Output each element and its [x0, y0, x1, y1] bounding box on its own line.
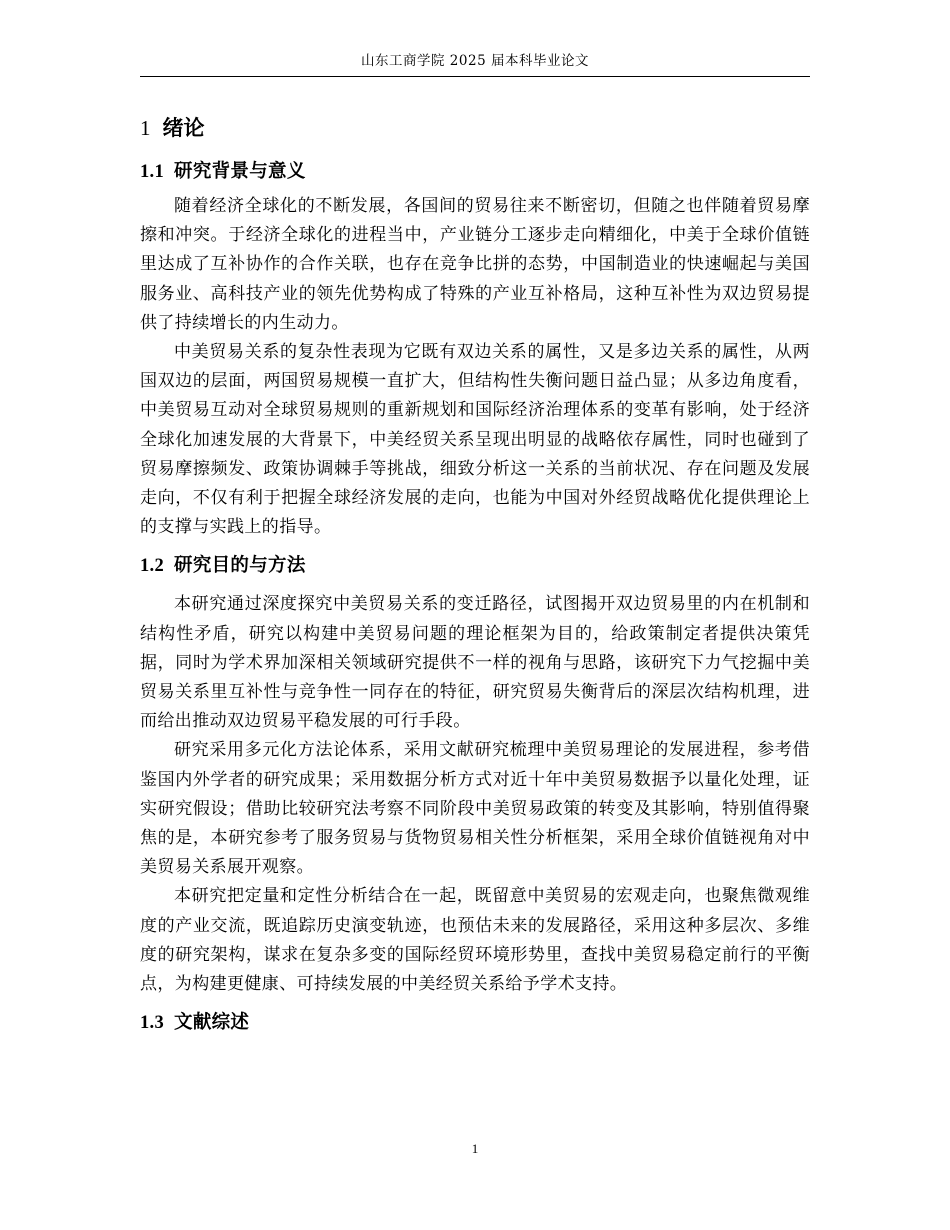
page-number: 1	[471, 1141, 479, 1156]
section-title-text: 研究目的与方法	[174, 555, 306, 577]
running-header: 山东工商学院 2025 届本科毕业论文	[361, 53, 589, 69]
paragraph: 研究采用多元化方法论体系，采用文献研究梳理中美贸易理论的发展进程，参考借鉴国内外学者的研究成果；采用数据分析方式对近十年中美贸易数据予以量化处理，证实研究假设；借助比较研究法考察不同阶段中美贸易政策的转变及其影响，特别值得聚焦的是，本研究参考了服务贸易与货物贸易相关性分析框架，采用全球价值链视角对中美贸易关系展开观察。	[140, 740, 810, 878]
section-number: 1.1	[140, 162, 165, 182]
chapter-number: 1	[140, 116, 151, 140]
section-number: 1.2	[140, 556, 165, 577]
section-title-text: 研究背景与意义	[174, 161, 306, 182]
paragraph: 本研究把定量和定性分析结合在一起，既留意中美贸易的宏观走向，也聚焦微观维度的产业交流，既追踪历史演变轨迹，也预估未来的发展路径，采用这种多层次、多维度的研究架构，谋求在复杂多变的国际经贸环境形势里，查找中美贸易稳定前行的平衡点，为构建更健康、可持续发展的中美经贸关系给予学术支持。	[140, 886, 810, 995]
section-title-text: 文献综述	[174, 1012, 250, 1034]
chapter-title-text: 绪论	[162, 115, 205, 140]
section-heading-1-3	[140, 1003, 810, 1043]
paragraph: 本研究通过深度探究中美贸易关系的变迁路径，试图揭开双边贸易里的内在机制和结构性矛盾，研究以构建中美贸易问题的理论框架为目的，给政策制定者提供决策凭据，同时为学术界加深相关领域研究提供不一样的视角与思路，该研究下力气挖掘中美贸易关系里互补性与竞争性一同存在的特征，研究贸易失衡背后的深层次结构机理，进而给出推动双边贸易平稳发展的可行手段。	[140, 594, 810, 732]
section-heading-1-1	[140, 152, 810, 192]
chapter-title	[140, 112, 810, 152]
header-rule	[140, 76, 810, 77]
section-heading-1-2	[140, 546, 810, 586]
page-body	[140, 112, 810, 1047]
section-number: 1.3	[140, 1013, 165, 1034]
paragraph: 中美贸易关系的复杂性表现为它既有双边关系的属性，又是多边关系的属性，从两国双边的层面，两国贸易规模一直扩大，但结构性失衡问题日益凸显；从多边角度看，中美贸易互动对全球贸易规则的重新规划和国际经济治理体系的变革有影响，处于经济全球化加速发展的大背景下，中美经贸关系呈现出明显的战略依存属性，同时也碰到了贸易摩擦频发、政策协调棘手等挑战，细致分析这一关系的当前状况、存在问题及发展走向，不仅有利于把握全球经济发展的走向，也能为中国对外经贸战略优化提供理论上的支撑与实践上的指导。	[140, 342, 810, 538]
paragraph: 随着经济全球化的不断发展，各国间的贸易往来不断密切，但随之也伴随着贸易摩擦和冲突。于经济全球化的进程当中，产业链分工逐步走向精细化，中美于全球价值链里达成了互补协作的合作关联，也存在竞争比拼的态势，中国制造业的快速崛起与美国服务业、高科技产业的领先优势构成了特殊的产业互补格局，这种互补性为双边贸易提供了持续增长的内生动力。	[140, 196, 810, 333]
